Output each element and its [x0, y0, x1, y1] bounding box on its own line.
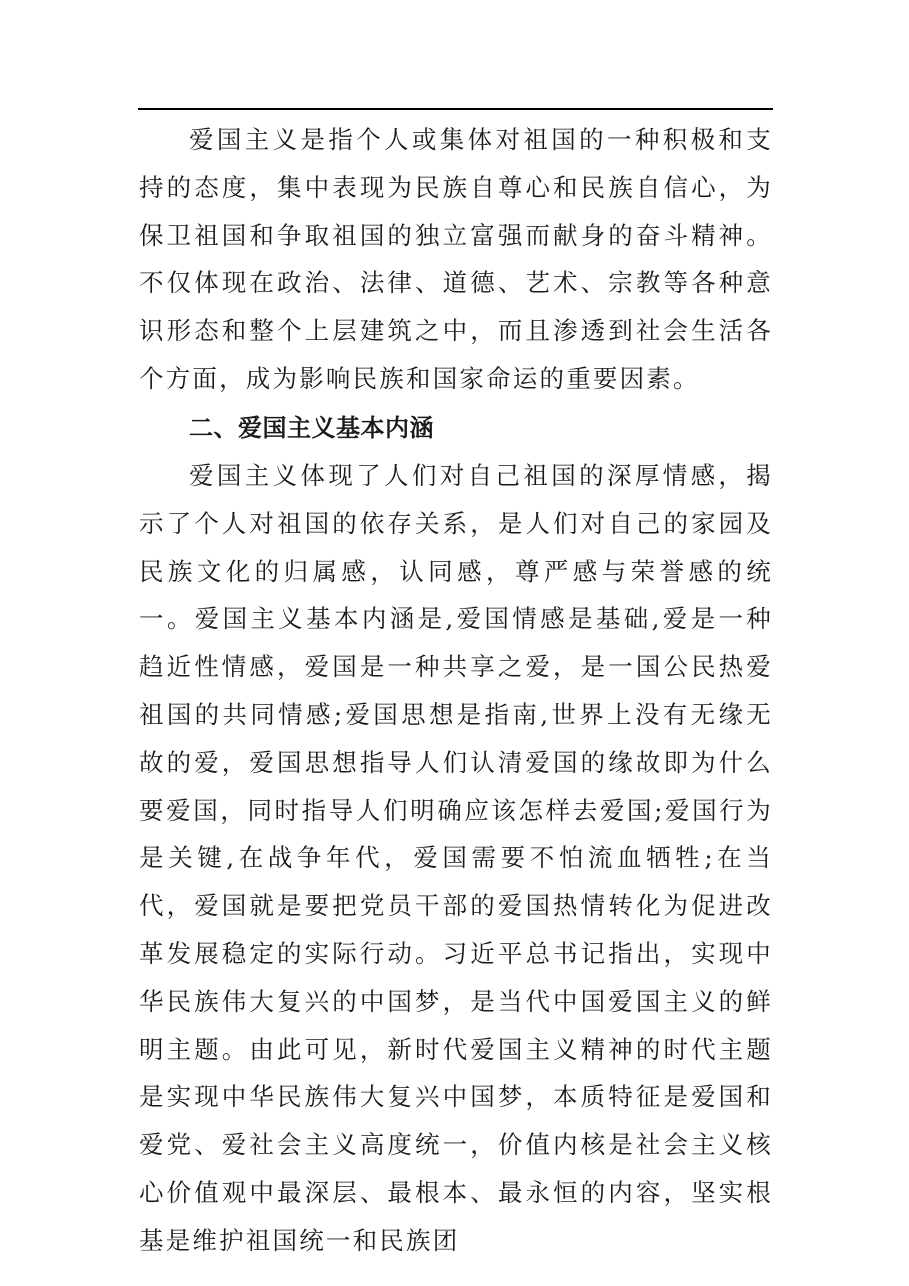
section-heading: 二、爱国主义基本内涵 [189, 414, 434, 442]
paragraph-patriotism-connotation: 爱国主义体现了人们对自己祖国的深厚情感，揭示了个人对祖国的依存关系，是人们对自己的家园及民族文化的归属感，认同感，尊严感与荣誉感的统一。爱国主义基本内涵是,爱国情感是基础,爱是一种趋近性情感，爱国是一种共享之爱，是一国公民热爱祖国的共同情感;爱国思想是指南,世界上没有无缘无故的爱，爱国思想指导人们认清爱国的缘故即为什么要爱国，同时指导人们明确应该怎样去爱国;爱国行为是关键,在战争年代，爱国需要不怕流血牺牲;在当代，爱国就是要把党员干部的爱国热情转化为促进改革发展稳定的实际行动。习近平总书记指出，实现中华民族伟大复兴的中国梦，是当代中国爱国主义的鲜明主题。由此可见，新时代爱国主义精神的时代主题是实现中华民族伟大复兴中国梦，本质特征是爱国和爱党、爱社会主义高度统一，价值内核是社会主义核心价值观中最深层、最根本、最永恒的内容，坚实根基是维护祖国统一和民族团 [139, 461, 773, 1255]
paragraph-patriotism-definition: 爱国主义是指个人或集体对祖国的一种积极和支持的态度，集中表现为民族自尊心和民族自信心，为保卫祖国和争取祖国的独立富强而献身的奋斗精神。不仅体现在政治、法律、道德、艺术、宗教等各种意识形态和整个上层建筑之中，而且渗透到社会生活各个方面，成为影响民族和国家命运的重要因素。 [139, 125, 773, 393]
header-rule [138, 108, 773, 110]
